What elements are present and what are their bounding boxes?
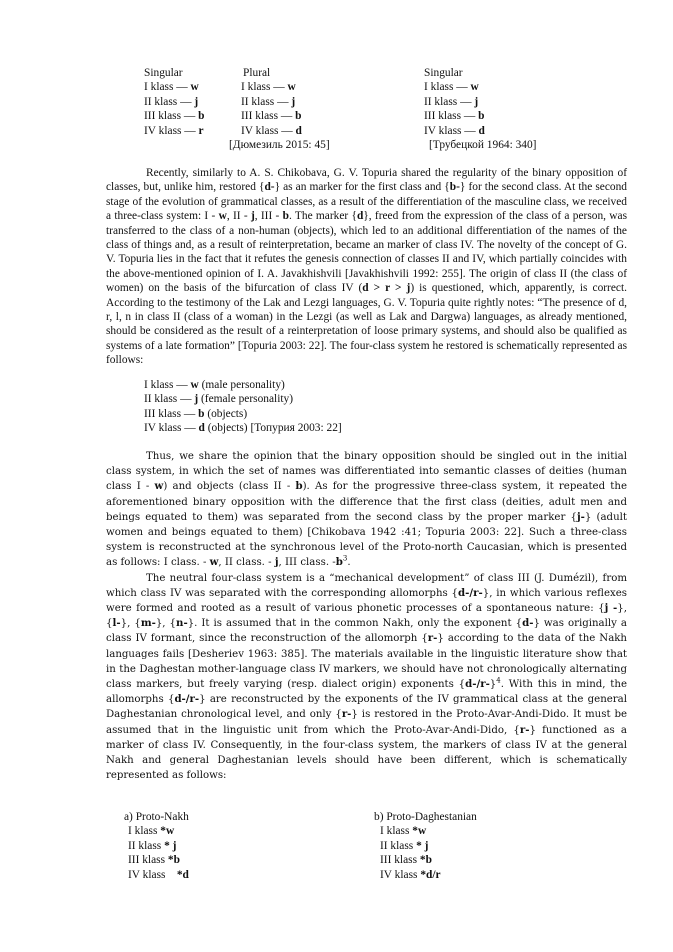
- class-row: I klass — w: [144, 81, 199, 94]
- class-row: II klass * j: [128, 839, 177, 852]
- class-row: II klass * j: [380, 839, 429, 852]
- class-row: II klass — j: [424, 95, 479, 108]
- four-class-list: [144, 378, 342, 436]
- class-row: III klass *b: [128, 854, 180, 867]
- footnote-marker[interactable]: 4: [496, 676, 501, 685]
- column-heading: Plural: [243, 67, 271, 79]
- paragraphs-proto-systems: [106, 449, 627, 783]
- class-row: II klass — j: [241, 95, 296, 108]
- class-row: I klass — w: [241, 81, 296, 94]
- class-row: III klass *b: [380, 854, 432, 867]
- table-column-singular-dumezil: [144, 66, 204, 138]
- column-heading: a) Proto-Nakh: [124, 811, 189, 823]
- column-heading: Singular: [424, 67, 463, 79]
- list-item: I klass — w (male personality): [144, 379, 285, 391]
- table-column-proto-daghestanian: [374, 810, 477, 882]
- citation: [Трубецкой 1964: 340]: [429, 138, 537, 151]
- paragraph-binary-opposition: Thus, we share the opinion that the binary opposition should be singled out in the initial class system, in which the set of names was differentiated into semantic classes of deities (human class I - w) and objects (class II - b). As for the progressive three-class system, it repeated the aforementioned binary opposition with the difference that the first class (deities, adult men and beings equated to them) was separated from the second class by the proper marker {j-} (adult women and beings equated to them) [Chikobava 1942 :41; Topuria 2003: 22]. Such a three-class system is reconstructed at the synchronous level of the Proto-north Caucasian, which is presented as follows: I class. - w, II class. - j, III class. $-b^3$.: [106, 451, 627, 569]
- class-row: III klass — b: [424, 110, 485, 123]
- class-row: III klass — b: [144, 110, 205, 123]
- class-row: I klass *w: [380, 825, 427, 838]
- column-heading: b) Proto-Daghestanian: [374, 811, 477, 823]
- list-item: III klass — b (objects): [144, 407, 248, 420]
- class-row: II klass — j: [144, 95, 199, 108]
- citation: [Дюмезиль 2015: 45]: [229, 138, 330, 151]
- list-item: II klass — j (female personality): [144, 393, 294, 406]
- paragraph-four-class-system: The neutral four-class system is a “mechanical development” of class III (J. Dumézil), from which class IV was separated with the corresponding allomorphs {d-/r-}, in which various reflexes were formed and rooted as a result of various phonetic processes of a spontaneous nature: {j -}, {l-}, {m-}, {n-}. It is assumed that in the common Nakh, only the exponent {d-} was originally a class IV formant, since the reconstruction of the allomorph {r-} according to the data of the Nakh languages fails [Desheriev 1963: 385]. The materials available in the linguistic literature show that in the Daghestan mother-language class IV markers, we should have not chronologically alternating class markers, but freely varying (resp. dialect origin) exponents $\{d-/r-\}^4$. With this in mind, the allomorphs {d-/r-} are reconstructed by the exponents of the IV grammatical class at the general Daghestanian chronological level, and only {r-} is restored in the Proto-Avar-Andi-Dido. It must be assumed that in the linguistic unit from which the Proto-Avar-Andi-Dido, {r-} functioned as a marker of class IV. Consequently, in the four-class system, the markers of class IV at the general Nakh and general Daghestanian levels should have been different, which is schematically represented as follows:: [106, 572, 627, 782]
- list-item: IV klass — d (objects) [Топурия 2003: 22]: [144, 422, 342, 435]
- class-row: I klass *w: [128, 825, 175, 838]
- class-row: I klass — w: [424, 81, 479, 94]
- class-row: III klass — b: [241, 110, 302, 123]
- footnote-marker[interactable]: 3: [342, 555, 348, 564]
- paragraph-topuria: Recently, similarly to A. S. Chikobava, G. V. Topuria shared the regularity of the binary opposition of classes, but, unlike him, restored {d-} as an marker for the first class and {b-} for the second class. At the second stage of the evolution of grammatical classes, as a result of the differentiation of the masculine class, we received a three-class system: I - w, II - j, III - b. The marker {d}, freed from the expression of the class of a person, was transferred to the class of a non-human (objects), which led to an additional differentiation of the names of the class of things and, as a result of reinterpretation, became an marker of class IV. The novelty of the concept of G. V. Topuria lies in the fact that it refutes the genesis connection of classes II and IV, which partially coincides with the above-mentioned opinion of I. A. Javakhishvili [Javakhishvili 1992: 255]. The origin of class II (the class of women) on the basis of the bifurcation of class IV (d > r > j) is questioned, which, apparently, is correct. According to the testimony of the Lak and Lezgi languages, G. V. Topuria quite rightly notes: “The presence of d, r, l, n in class II (class of a woman) in the Lezgi (as well as Lak and Dargwa) languages, as already mentioned, should be considered as the result of a reinterpretation of loose primary systems, and should also be qualified as systems of a late formation” [Topuria 2003: 22]. The four-class system he restored is schematically represented as follows:: [106, 167, 628, 367]
- table-column-proto-nakh: [124, 810, 189, 882]
- class-row: IV klass *d/r: [380, 868, 441, 881]
- class-row: IV klass — d: [424, 124, 485, 137]
- table-column-singular-trubetskoy: [424, 66, 536, 152]
- class-row: IV klass *d: [128, 868, 189, 881]
- class-row: IV klass — d: [241, 124, 302, 137]
- table-column-plural-dumezil: [229, 66, 330, 152]
- column-heading: Singular: [144, 67, 183, 79]
- class-row: IV klass — r: [144, 124, 204, 137]
